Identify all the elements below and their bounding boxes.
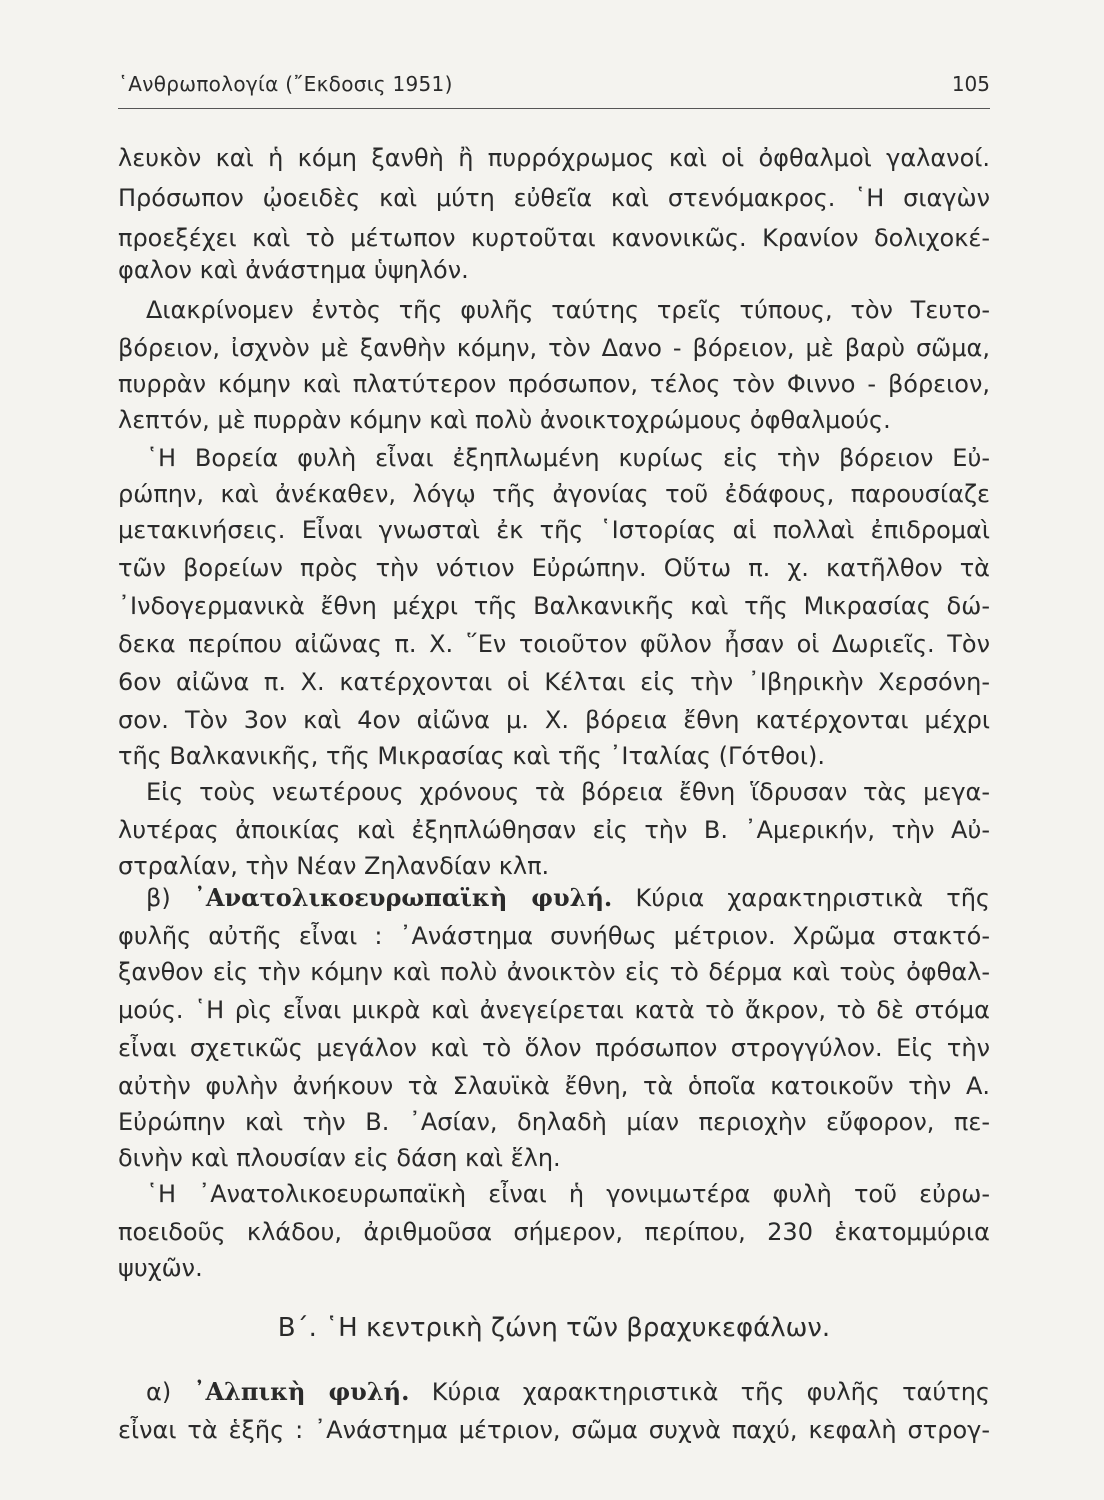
text-line: λυτέρας ἀποικίας καὶ ἐξηπλώθησαν εἰς τὴν Β. ᾿Αμερικήν, τὴν Αὐ- — [118, 816, 990, 844]
text-line: δεκα περίπου αἰῶνας π. Χ. ῞Εν τοιοῦτον φῦλον ἦσαν οἱ Δωριεῖς. Τὸν — [118, 630, 990, 658]
subsection-heading: ᾿Ανατολικοευρωπαϊκὴ φυλή. — [193, 883, 613, 912]
text-line: τῆς Βαλκανικῆς, τῆς Μικρασίας καὶ τῆς ᾿Ιταλίας (Γότθοι). — [118, 742, 825, 770]
text-line: φαλον καὶ ἀνάστημα ὑψηλόν. — [118, 256, 469, 284]
text-line: βόρειον, ἰσχνὸν μὲ ξανθὴν κόμην, τὸν Δανο - βόρειον, μὲ βαρὺ σῶμα, — [118, 334, 990, 362]
text-line: Εὐρώπην καὶ τὴν Β. ᾿Ασίαν, δηλαδὴ μίαν περιοχὴν εὔφορον, πε- — [118, 1108, 990, 1136]
text-line: ξανθον εἰς τὴν κόμην καὶ πολὺ ἀνοικτὸν εἰς τὸ δέρμα καὶ τοὺς ὀφθαλ- — [118, 958, 990, 986]
text-line: Διακρίνομεν ἐντὸς τῆς φυλῆς ταύτης τρεῖς τύπους, τὸν Τευτο- — [146, 296, 990, 324]
text-line: ποειδοῦς κλάδου, ἀριθμοῦσα σήμερον, περίπου, 230 ἑκατομμύρια — [118, 1218, 990, 1246]
page-number: 105 — [951, 72, 990, 96]
text-span: Κύρια χαρακτηριστικὰ τῆς — [635, 884, 990, 912]
text-line: φυλῆς αὐτῆς εἶναι : ᾿Ανάστημα συνήθως μέτριον. Χρῶμα στακτό- — [118, 922, 990, 950]
text-line — [118, 1374, 990, 1410]
text-line: μετακινήσεις. Εἶναι γνωσταὶ ἐκ τῆς ῾Ιστορίας αἱ πολλαὶ ἐπιδρομαὶ — [118, 516, 990, 544]
text-line: 6ον αἰῶνα π. Χ. κατέρχονται οἱ Κέλται εἰς τὴν ᾿Ιβηρικὴν Χερσόνη- — [118, 668, 990, 696]
text-line: αὐτὴν φυλὴν ἀνήκουν τὰ Σλαυϊκὰ ἔθνη, τὰ ὁποῖα κατοικοῦν τὴν Α. — [118, 1072, 990, 1100]
text-line: ῾Η ᾿Ανατολικοευρωπαϊκὴ εἶναι ἡ γονιμωτέρα φυλὴ τοῦ εὐρω- — [146, 1180, 990, 1208]
text-line: ψυχῶν. — [118, 1254, 203, 1282]
section-heading: Β΄. ῾Η κεντρικὴ ζώνη τῶν βραχυκεφάλων. — [277, 1313, 831, 1343]
text-line: ῾Η Βορεία φυλὴ εἶναι ἐξηπλωμένη κυρίως εἰς τὴν βόρειον Εὐ- — [146, 444, 990, 472]
subsection-heading: ᾿Αλπικὴ φυλή. — [193, 1377, 410, 1406]
text-line: Πρόσωπον ᾠοειδὲς καὶ μύτη εὐθεῖα καὶ στενόμακρος. ῾Η σιαγὼν — [118, 184, 990, 212]
text-line: μούς. ῾Η ρὶς εἶναι μικρὰ καὶ ἀνεγείρεται κατὰ τὸ ἄκρον, τὸ δὲ στόμα — [118, 996, 990, 1024]
text-line: εἶναι σχετικῶς μεγάλον καὶ τὸ ὅλον πρόσωπον στρογγύλον. Εἰς τὴν — [118, 1034, 990, 1062]
text-line: δινὴν καὶ πλουσίαν εἰς δάση καὶ ἕλη. — [118, 1144, 561, 1172]
text-span: Κύρια χαρακτηριστικὰ τῆς φυλῆς ταύτης — [431, 1378, 991, 1406]
text-line: ᾿Ινδογερμανικὰ ἔθνη μέχρι τῆς Βαλκανικῆς καὶ τῆς Μικρασίας δώ- — [118, 592, 990, 620]
text-line: λεπτόν, μὲ πυρρὰν κόμην καὶ πολὺ ἀνοικτοχρώμους ὀφθαλμούς. — [118, 406, 891, 434]
running-head: ῾Ανθρωπολογία (῎Εκδοσις 1951) — [118, 72, 453, 96]
text-line: εἶναι τὰ ἑξῆς : ᾿Ανάστημα μέτριον, σῶμα συχνὰ παχύ, κεφαλὴ στρογ- — [118, 1416, 990, 1444]
text-line: στραλίαν, τὴν Νέαν Ζηλανδίαν κλπ. — [118, 852, 550, 880]
text-line: τῶν βορείων πρὸς τὴν νότιον Εὐρώπην. Οὕτω π. χ. κατῆλθον τὰ — [118, 554, 990, 582]
text-line — [118, 880, 990, 916]
list-marker: α) — [146, 1378, 172, 1406]
text-line: πυρρὰν κόμην καὶ πλατύτερον πρόσωπον, τέλος τὸν Φιννο - βόρειον, — [118, 370, 990, 398]
text-line: ρώπην, καὶ ἀνέκαθεν, λόγῳ τῆς ἀγονίας τοῦ ἐδάφους, παρουσίαζε — [118, 480, 990, 508]
page-header — [118, 66, 990, 109]
text-line: Εἰς τοὺς νεωτέρους χρόνους τὰ βόρεια ἔθνη ἵδρυσαν τὰς μεγα- — [146, 778, 990, 806]
text-line: προεξέχει καὶ τὸ μέτωπον κυρτοῦται κανονικῶς. Κρανίον δολιχοκέ- — [118, 224, 990, 252]
list-marker: β) — [146, 884, 171, 912]
text-line: σον. Τὸν 3ον καὶ 4ον αἰῶνα μ. Χ. βόρεια ἔθνη κατέρχονται μέχρι — [118, 706, 990, 734]
text-line: λευκὸν καὶ ἡ κόμη ξανθὴ ἢ πυρρόχρωμος καὶ οἱ ὀφθαλμοὶ γαλανοί. — [118, 144, 990, 172]
